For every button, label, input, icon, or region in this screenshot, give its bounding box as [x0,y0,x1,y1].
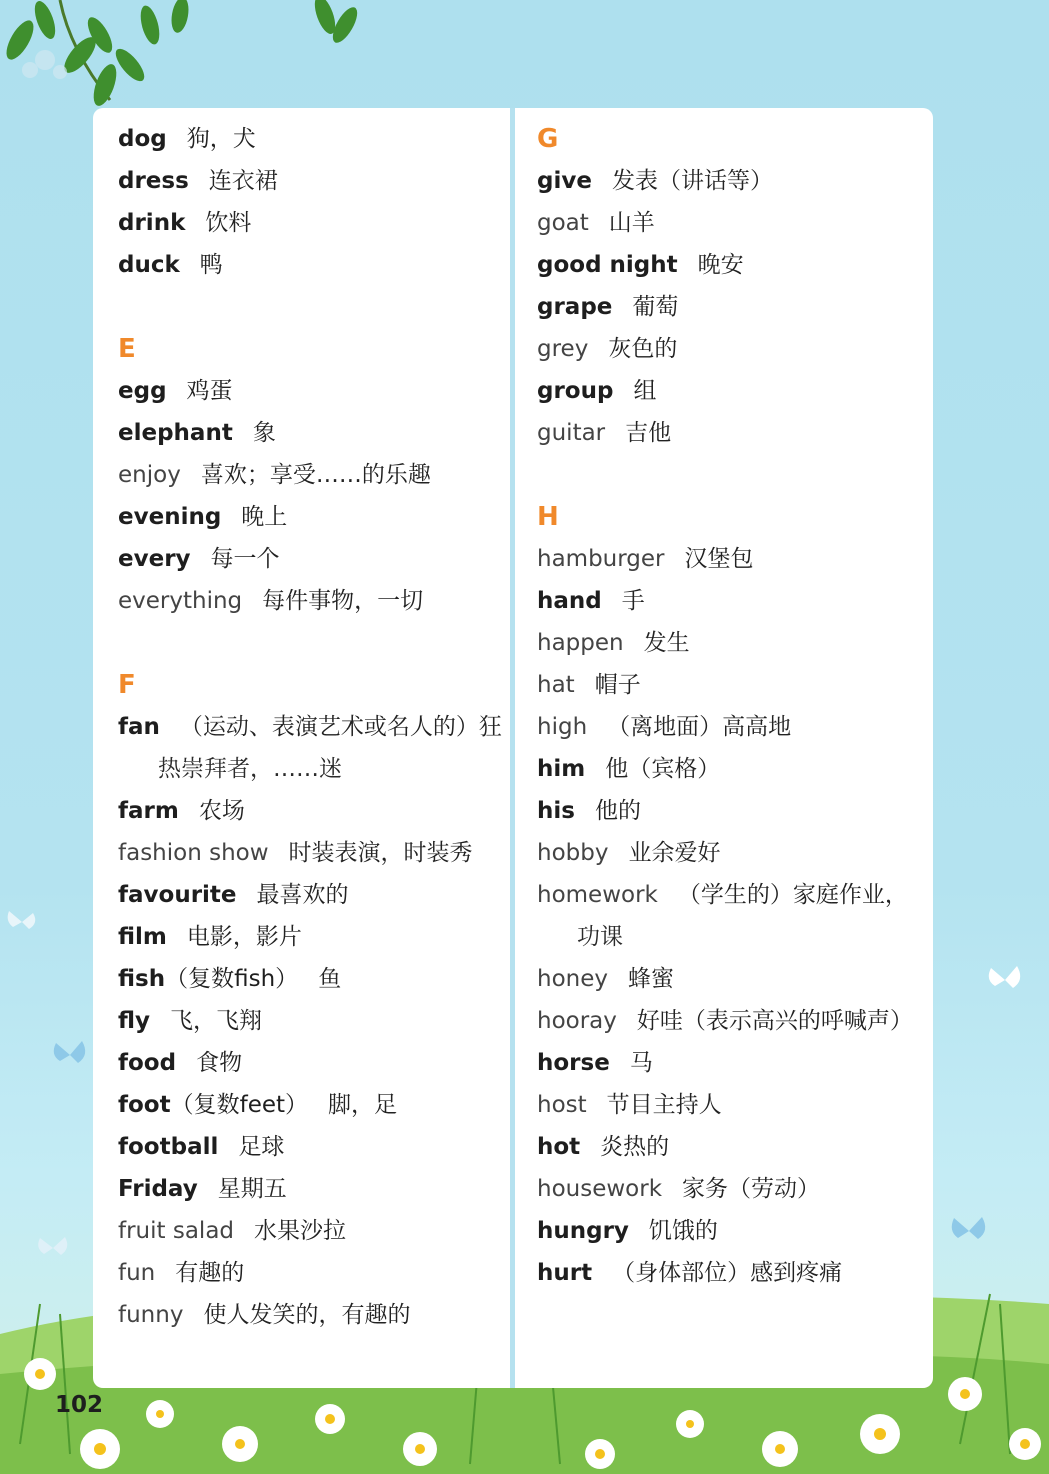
entry-word: foot [118,1092,171,1118]
glossary-entry [118,580,503,622]
entry-meaning: （身体部位）感到疼痛 [612,1260,843,1286]
entry-word: his [537,798,575,824]
entry-meaning: 足球 [238,1134,285,1160]
glossary-entry [118,244,503,286]
entry-word: dress [118,168,189,194]
entry-meaning: 每一个 [210,546,280,572]
entry-meaning: 马 [629,1050,653,1076]
glossary-entry [537,622,922,664]
entry-word: hooray [537,1008,617,1034]
entry-word: host [537,1092,587,1118]
glossary-entry [537,832,922,874]
entry-meaning: 组 [633,378,657,404]
entry-meaning: 飞，飞翔 [170,1008,263,1034]
entry-word: give [537,168,592,194]
glossary-entry [537,412,922,454]
glossary-entry [537,1084,922,1126]
left-column [118,118,503,1336]
entry-meaning: 鸡蛋 [186,378,233,404]
glossary-entry [118,874,503,916]
entry-word: elephant [118,420,233,446]
entry-meaning: 业余爱好 [628,840,721,866]
entry-word: hat [537,672,575,698]
glossary-entry [118,1210,503,1252]
entry-word: hurt [537,1260,593,1286]
entry-word: horse [537,1050,610,1076]
entry-meaning: 电影，影片 [186,924,302,950]
entry-meaning: 发生 [643,630,690,656]
entry-meaning: 好哇（表示高兴的呼喊声） [636,1008,913,1034]
glossary-entry [118,118,503,160]
entry-word: evening [118,504,222,530]
entry-word: group [537,378,614,404]
glossary-entry [118,412,503,454]
entry-meaning: 喜欢；享受……的乐趣 [200,462,431,488]
glossary-entry [537,1252,922,1294]
entry-plural-note: （复数feet） [170,1092,309,1118]
entry-meaning: （学生的）家庭作业， [677,882,908,908]
glossary-entry [118,370,503,412]
entry-meaning: 饮料 [205,210,252,236]
entry-meaning: 山羊 [608,210,655,236]
glossary-entry [118,202,503,244]
glossary-entry [537,748,922,790]
glossary-entry [537,874,922,958]
glossary-entry [118,454,503,496]
entry-word: everything [118,588,243,614]
entry-word: fish [118,966,166,992]
entry-meaning: 灰色的 [608,336,678,362]
entry-meaning: 发表（讲话等） [611,168,773,194]
entry-word: goat [537,210,589,236]
entry-meaning: 饥饿的 [648,1218,718,1244]
glossary-entry [537,328,922,370]
glossary-entry [537,1126,922,1168]
glossary-entry [118,1168,503,1210]
entry-meaning: 帽子 [594,672,641,698]
entry-meaning: 蜂蜜 [628,966,674,992]
entry-meaning: 他（宾格） [605,756,721,782]
entry-word: hobby [537,840,609,866]
leaves-illustration [0,0,380,115]
entry-meaning: 吉他 [625,420,672,446]
entry-meaning-continuation: 功课 [577,924,623,950]
entry-word: enjoy [118,462,181,488]
glossary-entry [537,370,922,412]
glossary-entry [118,1042,503,1084]
butterfly-icon [5,905,39,939]
butterfly-icon [985,960,1025,1000]
section-spacer [537,454,922,496]
entry-meaning: 农场 [198,798,245,824]
entry-meaning: 葡萄 [632,294,679,320]
entry-meaning: 汉堡包 [684,546,754,572]
glossary-entry [118,790,503,832]
glossary-entry [118,1294,503,1336]
entry-word: hot [537,1134,581,1160]
entry-meaning: 炎热的 [600,1134,670,1160]
page-number: 102 [55,1392,104,1418]
glossary-entry [537,538,922,580]
entry-word: guitar [537,420,606,446]
entry-word: fashion show [118,840,269,866]
section-letter-heading: F [118,670,136,700]
entry-meaning: 连衣裙 [208,168,278,194]
entry-word: funny [118,1302,184,1328]
entry-meaning: 水果沙拉 [254,1218,347,1244]
entry-word: egg [118,378,167,404]
glossary-entry [537,958,922,1000]
glossary-entry [118,496,503,538]
entry-meaning: 晚上 [241,504,288,530]
entry-meaning: 时装表演，时装秀 [288,840,473,866]
entry-word: housework [537,1176,663,1202]
entry-word: duck [118,252,180,278]
butterfly-icon [50,1035,90,1075]
entry-word: farm [118,798,179,824]
entry-word: football [118,1134,219,1160]
entry-word: homework [537,882,658,908]
entry-word: Friday [118,1176,198,1202]
entry-word: high [537,714,588,740]
entry-word: fly [118,1008,151,1034]
glossary-entry [118,1126,503,1168]
glossary-entry [537,580,922,622]
glossary-entry [537,664,922,706]
section-letter-heading: G [537,124,559,154]
entry-meaning: 星期五 [217,1176,287,1202]
entry-word: happen [537,630,624,656]
glossary-entry [537,790,922,832]
entry-word: dog [118,126,167,152]
glossary-entry [537,1210,922,1252]
glossary-entry [537,202,922,244]
entry-word: fruit salad [118,1218,235,1244]
entry-meaning: 鱼 [318,966,342,992]
section-spacer [118,622,503,664]
glossary-entry [118,1252,503,1294]
entry-word: fun [118,1260,156,1286]
glossary-entry [118,916,503,958]
glossary-entry [537,706,922,748]
entry-word: grey [537,336,589,362]
entry-meaning: 食物 [196,1050,243,1076]
section-spacer [118,286,503,328]
entry-word: fan [118,714,160,740]
entry-meaning: 他的 [594,798,641,824]
glossary-entry [118,1000,503,1042]
entry-meaning: 狗，犬 [186,126,256,152]
glossary-entry [537,1000,922,1042]
entry-word: hamburger [537,546,665,572]
entry-word: hungry [537,1218,629,1244]
entry-meaning: （离地面）高高地 [607,714,792,740]
glossary-entry [118,1084,503,1126]
entry-word: good night [537,252,678,278]
glossary-entry [537,286,922,328]
column-divider [510,108,515,1388]
glossary-entry [537,1168,922,1210]
entry-meaning-continuation: 热崇拜者，……迷 [158,756,342,782]
glossary-entry [118,958,503,1000]
entry-meaning: 使人发笑的，有趣的 [203,1302,411,1328]
right-column [537,118,922,1294]
entry-meaning: 手 [621,588,645,614]
entry-plural-note: （复数fish） [165,966,299,992]
entry-word: hand [537,588,602,614]
section-letter-heading: H [537,502,559,532]
entry-word: every [118,546,191,572]
entry-meaning: 象 [252,420,276,446]
entry-meaning: 有趣的 [175,1260,245,1286]
entry-meaning: 家务（劳动） [682,1176,821,1202]
entry-word: drink [118,210,186,236]
glossary-entry [537,244,922,286]
entry-meaning: 节目主持人 [606,1092,722,1118]
entry-word: honey [537,966,608,992]
entry-word: food [118,1050,177,1076]
entry-meaning: 鸭 [199,252,223,278]
entry-word: film [118,924,167,950]
entry-meaning: （运动、表演艺术或名人的）狂 [179,714,502,740]
entry-meaning: 最喜欢的 [256,882,349,908]
glossary-entry [118,160,503,202]
glossary-entry [118,706,503,790]
entry-meaning: 每件事物，一切 [262,588,424,614]
entry-meaning: 晚安 [697,252,744,278]
glossary-entry [537,160,922,202]
entry-meaning: 脚，足 [328,1092,398,1118]
entry-word: favourite [118,882,237,908]
glossary-entry [537,1042,922,1084]
entry-word: grape [537,294,613,320]
entry-word: him [537,756,586,782]
section-letter-heading: E [118,334,136,364]
glossary-entry [118,832,503,874]
glossary-entry [118,538,503,580]
